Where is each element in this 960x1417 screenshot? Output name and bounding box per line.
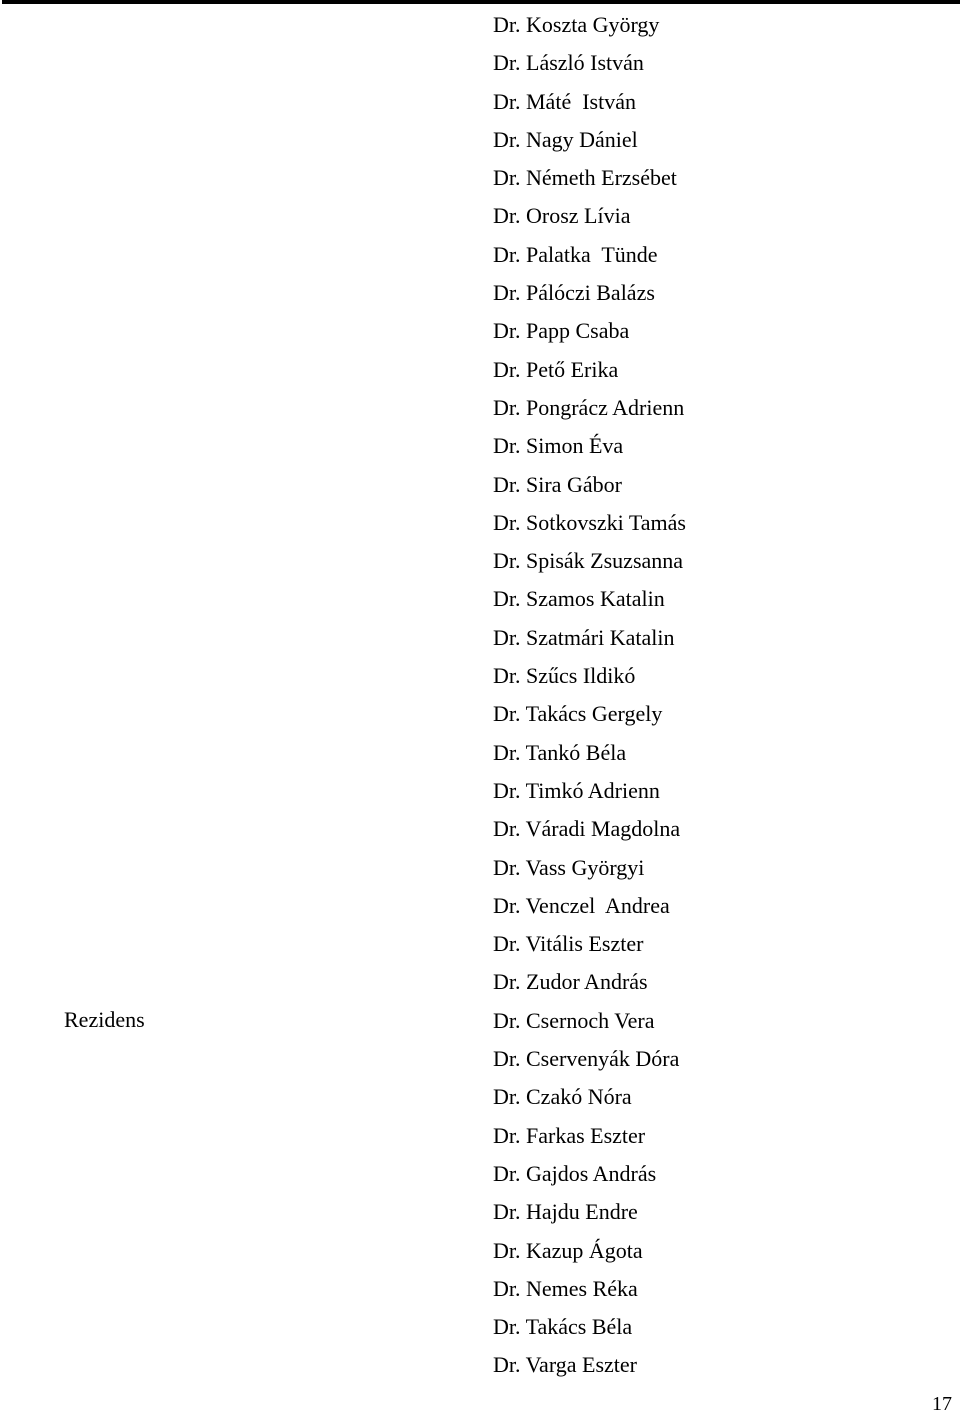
list-item: Dr. Pető Erika: [493, 356, 619, 382]
list-item: Dr. Hajdu Endre: [493, 1199, 638, 1225]
list-item: Dr. Máté István: [493, 88, 636, 114]
list-item: Dr. Vitális Eszter: [493, 931, 644, 957]
list-item: Dr. Cservenyák Dóra: [493, 1046, 680, 1072]
list-item: Dr. Sira Gábor: [493, 471, 622, 497]
top-rule-gap: [0, 0, 2, 4]
list-item: Dr. Kazup Ágota: [493, 1237, 643, 1263]
list-item: Dr. László István: [493, 50, 644, 76]
list-item: Dr. Szűcs Ildikó: [493, 663, 636, 689]
list-item: Dr. Palatka Tünde: [493, 241, 658, 267]
list-item: Dr. Timkó Adrienn: [493, 777, 660, 803]
list-item: Dr. Németh Erzsébet: [493, 165, 677, 191]
list-item: Dr. Varga Eszter: [493, 1352, 637, 1378]
list-item: Dr. Nagy Dániel: [493, 126, 638, 152]
list-item: Dr. Czakó Nóra: [493, 1084, 632, 1110]
list-item: Dr. Pálóczi Balázs: [493, 280, 655, 306]
page-number: 17: [932, 1393, 952, 1415]
list-item: Dr. Gajdos András: [493, 1160, 657, 1186]
list-item: Dr. Nemes Réka: [493, 1275, 638, 1301]
top-rule: [0, 0, 960, 4]
list-item: Dr. Orosz Lívia: [493, 203, 631, 229]
list-item: Dr. Pongrácz Adrienn: [493, 394, 685, 420]
list-item: Dr. Vass Györgyi: [493, 854, 645, 880]
list-item: Dr. Venczel Andrea: [493, 892, 670, 918]
list-item: Dr. Zudor András: [493, 969, 648, 995]
list-item: Dr. Csernoch Vera: [493, 1007, 655, 1033]
list-item: Dr. Spisák Zsuzsanna: [493, 548, 684, 574]
list-item: Dr. Farkas Eszter: [493, 1122, 646, 1148]
list-item: Dr. Takács Béla: [493, 1314, 633, 1340]
list-item: Dr. Szamos Katalin: [493, 586, 665, 612]
list-item: Dr. Tankó Béla: [493, 739, 627, 765]
list-item: Dr. Szatmári Katalin: [493, 624, 675, 650]
list-item: Dr. Sotkovszki Tamás: [493, 509, 686, 535]
list-item: Dr. Takács Gergely: [493, 701, 663, 727]
name-list: [493, 9, 686, 1388]
category-label: Rezidens: [64, 1007, 145, 1032]
list-item: Dr. Papp Csaba: [493, 318, 630, 344]
list-item: Dr. Váradi Magdolna: [493, 816, 681, 842]
list-item: Dr. Simon Éva: [493, 433, 624, 459]
list-item: Dr. Koszta György: [493, 12, 660, 37]
